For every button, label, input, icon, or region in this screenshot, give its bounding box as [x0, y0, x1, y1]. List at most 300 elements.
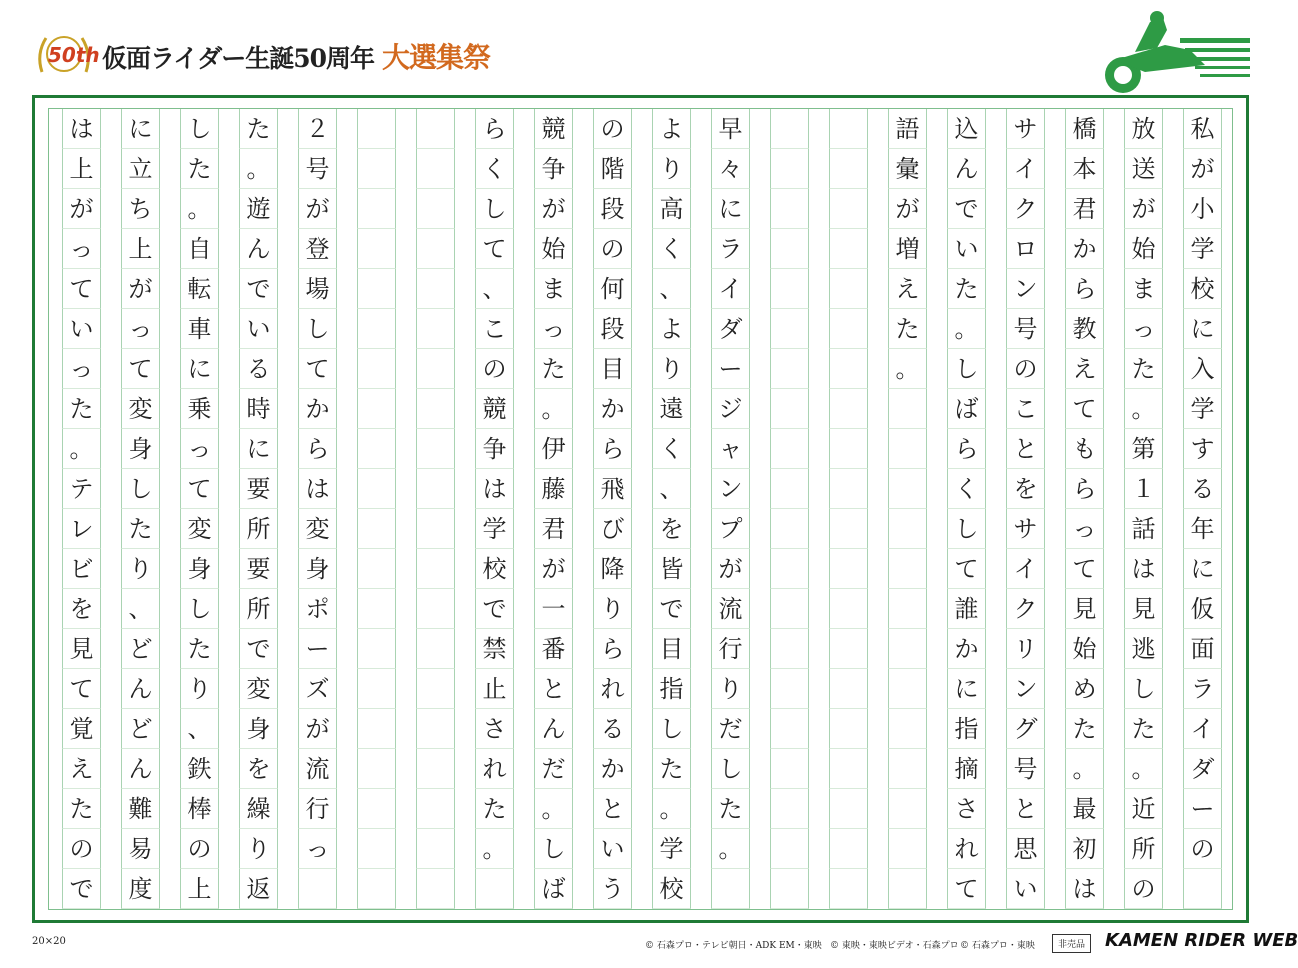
grid-cell: さ: [947, 789, 986, 829]
copyright-credit-2: © 東映・東映ビデオ・石森プロ: [830, 941, 959, 951]
grid-cell: [475, 869, 514, 909]
manuscript-column: [711, 109, 750, 909]
grid-cell: ロ: [1006, 229, 1045, 269]
grid-cell: れ: [475, 749, 514, 789]
grid-cell: 易: [121, 829, 160, 869]
grid-cell: し: [534, 829, 573, 869]
grid-cell: 身: [239, 709, 278, 749]
grid-cell: [1183, 869, 1222, 909]
grid-cell: 。: [180, 189, 219, 229]
grid-cell: の: [1124, 869, 1163, 909]
grid-cell: ど: [121, 709, 160, 749]
grid-cell: し: [652, 709, 691, 749]
grid-cell: 自: [180, 229, 219, 269]
grid-cell: ー: [711, 349, 750, 389]
grid-cell: 。: [1065, 749, 1104, 789]
grid-cell: が: [711, 549, 750, 589]
grid-cell: て: [947, 869, 986, 909]
grid-cell: 飛: [593, 469, 632, 509]
grid-cell: 逃: [1124, 629, 1163, 669]
grid-cell: ど: [121, 629, 160, 669]
grid-cell: て: [62, 669, 101, 709]
grid-cell: 棒: [180, 789, 219, 829]
copyright-credit-3: © 石森プロ・東映: [960, 941, 1035, 951]
grid-cell: 彙: [888, 149, 927, 189]
grid-cell: [829, 509, 868, 549]
grid-cell: た: [121, 509, 160, 549]
grid-cell: [357, 829, 396, 869]
grid-cell: た: [62, 389, 101, 429]
grid-cell: 目: [652, 629, 691, 669]
grid-cell: 第: [1124, 429, 1163, 469]
grid-cell: 指: [947, 709, 986, 749]
grid-cell: [357, 149, 396, 189]
grid-cell: ま: [534, 269, 573, 309]
grid-cell: 要: [239, 549, 278, 589]
grid-cell: 目: [593, 349, 632, 389]
grid-cell: ん: [121, 749, 160, 789]
grid-cell: が: [62, 189, 101, 229]
grid-cell: 号: [1006, 749, 1045, 789]
grid-cell: [829, 389, 868, 429]
grid-cell: 争: [534, 149, 573, 189]
grid-cell: [357, 349, 396, 389]
grid-cell: え: [888, 269, 927, 309]
grid-cell: の: [1183, 829, 1222, 869]
grid-cell: [829, 109, 868, 149]
grid-cell: [416, 749, 455, 789]
grid-cell: し: [711, 749, 750, 789]
grid-cell: よ: [652, 109, 691, 149]
grid-cell: 初: [1065, 829, 1104, 869]
grid-cell: の: [475, 349, 514, 389]
grid-cell: [888, 749, 927, 789]
grid-cell: い: [593, 829, 632, 869]
grid-cell: 思: [1006, 829, 1045, 869]
grid-cell: [357, 429, 396, 469]
manuscript-column: [1006, 109, 1045, 909]
grid-cell: [888, 789, 927, 829]
grid-cell: 放: [1124, 109, 1163, 149]
grid-cell: に: [1183, 309, 1222, 349]
grid-cell: も: [1065, 429, 1104, 469]
grid-cell: [770, 229, 809, 269]
grid-cell: ら: [593, 629, 632, 669]
grid-cell: ら: [947, 429, 986, 469]
grid-cell: 流: [711, 589, 750, 629]
grid-cell: を: [1006, 469, 1045, 509]
grid-cell: [770, 709, 809, 749]
grid-cell: [357, 469, 396, 509]
grid-cell: 禁: [475, 629, 514, 669]
grid-cell: 教: [1065, 309, 1104, 349]
anniversary-50th-emblem: [34, 24, 100, 84]
grid-cell: [829, 709, 868, 749]
grid-cell: ん: [121, 669, 160, 709]
grid-cell: っ: [298, 829, 337, 869]
grid-cell: 上: [180, 869, 219, 909]
grid-cell: ん: [947, 149, 986, 189]
grid-cell: 校: [1183, 269, 1222, 309]
grid-cell: 難: [121, 789, 160, 829]
grid-cell: 。: [475, 829, 514, 869]
grid-cell: っ: [62, 229, 101, 269]
grid-cell: 所: [239, 509, 278, 549]
grid-cell: く: [652, 429, 691, 469]
grid-cell: [829, 229, 868, 269]
grid-cell: か: [947, 629, 986, 669]
grid-cell: が: [888, 189, 927, 229]
grid-cell: 段: [593, 309, 632, 349]
grid-cell: イ: [711, 269, 750, 309]
manuscript-column: [1124, 109, 1163, 909]
grid-cell: り: [652, 349, 691, 389]
grid-cell: [416, 709, 455, 749]
grid-cell: ャ: [711, 429, 750, 469]
grid-cell: た: [1065, 709, 1104, 749]
grid-cell: 乗: [180, 389, 219, 429]
grid-cell: 。: [652, 789, 691, 829]
grid-cell: と: [1006, 789, 1045, 829]
grid-cell: 、: [652, 269, 691, 309]
grid-cell: る: [239, 349, 278, 389]
grid-cell: 階: [593, 149, 632, 189]
grid-cell: 私: [1183, 109, 1222, 149]
grid-cell: [888, 549, 927, 589]
grid-cell: [888, 509, 927, 549]
grid-cell: イ: [1006, 149, 1045, 189]
grid-cell: ら: [475, 109, 514, 149]
grid-cell: っ: [534, 309, 573, 349]
grid-cell: と: [534, 669, 573, 709]
grid-cell: 近: [1124, 789, 1163, 829]
grid-cell: 面: [1183, 629, 1222, 669]
manuscript-column: [121, 109, 160, 909]
grid-cell: [770, 589, 809, 629]
grid-cell: 。: [239, 149, 278, 189]
grid-cell: 覚: [62, 709, 101, 749]
grid-cell: 立: [121, 149, 160, 189]
grid-cell: [416, 429, 455, 469]
grid-cell: を: [652, 509, 691, 549]
grid-cell: [888, 709, 927, 749]
grid-cell: 段: [593, 189, 632, 229]
grid-cell: か: [298, 389, 337, 429]
grid-cell: [298, 869, 337, 909]
grid-cell: て: [475, 229, 514, 269]
grid-cell: か: [593, 389, 632, 429]
grid-cell: り: [652, 149, 691, 189]
grid-cell: [829, 189, 868, 229]
grid-cell: 登: [298, 229, 337, 269]
grid-cell: [357, 269, 396, 309]
grid-cell: [711, 869, 750, 909]
grid-cell: 身: [121, 429, 160, 469]
grid-cell: [416, 829, 455, 869]
grid-cell: プ: [711, 509, 750, 549]
grid-cell: テ: [62, 469, 101, 509]
grid-cell: っ: [121, 309, 160, 349]
grid-cell: り: [121, 549, 160, 589]
grid-cell: 々: [711, 149, 750, 189]
grid-cell: か: [593, 749, 632, 789]
grid-cell: は: [298, 469, 337, 509]
grid-cell: 橋: [1065, 109, 1104, 149]
grid-cell: で: [239, 269, 278, 309]
grid-cell: に: [711, 189, 750, 229]
grid-cell: た: [1124, 709, 1163, 749]
grid-cell: 見: [1065, 589, 1104, 629]
grid-cell: 早: [711, 109, 750, 149]
grid-cell: ン: [711, 469, 750, 509]
grid-cell: り: [711, 669, 750, 709]
grid-cell: が: [534, 189, 573, 229]
grid-cell: [416, 269, 455, 309]
grid-cell: 号: [1006, 309, 1045, 349]
grid-cell: [357, 309, 396, 349]
grid-cell: [770, 749, 809, 789]
grid-cell: [357, 109, 396, 149]
grid-cell: り: [180, 669, 219, 709]
grid-cell: ば: [947, 389, 986, 429]
grid-cell: [416, 229, 455, 269]
grid-cell: 号: [298, 149, 337, 189]
grid-cell: は: [1065, 869, 1104, 909]
grid-cell: [416, 789, 455, 829]
grid-cell: [357, 869, 396, 909]
grid-cell: 高: [652, 189, 691, 229]
grid-cell: [829, 149, 868, 189]
grid-cell: に: [180, 349, 219, 389]
grid-cell: い: [1006, 869, 1045, 909]
grid-cell: 繰: [239, 789, 278, 829]
grid-cell: 年: [1183, 509, 1222, 549]
grid-cell: 話: [1124, 509, 1163, 549]
grid-cell: り: [239, 829, 278, 869]
grid-cell: 学: [475, 509, 514, 549]
grid-cell: で: [62, 869, 101, 909]
grid-cell: [357, 669, 396, 709]
grid-cell: が: [1183, 149, 1222, 189]
grid-cell: [770, 789, 809, 829]
manuscript-sheet: [32, 95, 1249, 923]
grid-cell: [416, 309, 455, 349]
grid-cell: え: [62, 749, 101, 789]
grid-cell: 。: [1124, 749, 1163, 789]
grid-cell: ラ: [1183, 669, 1222, 709]
grid-cell: し: [947, 509, 986, 549]
grid-cell: [357, 589, 396, 629]
grid-cell: [357, 789, 396, 829]
grid-cell: 皆: [652, 549, 691, 589]
grid-cell: [416, 389, 455, 429]
grid-cell: た: [180, 149, 219, 189]
grid-cell: た: [534, 349, 573, 389]
grid-cell: 君: [534, 509, 573, 549]
grid-cell: び: [593, 509, 632, 549]
grid-cell: の: [180, 829, 219, 869]
grid-cell: [416, 349, 455, 389]
grid-cell: ン: [1006, 269, 1045, 309]
grid-cell: 増: [888, 229, 927, 269]
grid-cell: て: [62, 269, 101, 309]
title-accent: 大選集祭: [382, 41, 491, 74]
grid-cell: 学: [652, 829, 691, 869]
grid-cell: い: [947, 229, 986, 269]
manuscript-column: [888, 109, 927, 909]
grid-cell: ー: [298, 629, 337, 669]
grid-cell: ま: [1124, 269, 1163, 309]
grid-cell: こ: [475, 309, 514, 349]
grid-cell: た: [711, 789, 750, 829]
grid-cell: [829, 589, 868, 629]
manuscript-column: [947, 109, 986, 909]
grid-cell: し: [180, 109, 219, 149]
manuscript-column: [180, 109, 219, 909]
grid-cell: し: [298, 309, 337, 349]
grid-cell: で: [239, 629, 278, 669]
manuscript-column: [770, 109, 809, 909]
grid-cell: 遊: [239, 189, 278, 229]
grid-cell: た: [239, 109, 278, 149]
grid-cell: イ: [1006, 549, 1045, 589]
grid-cell: 。: [534, 389, 573, 429]
grid-cell: っ: [1065, 509, 1104, 549]
grid-cell: 要: [239, 469, 278, 509]
grid-cell: [888, 629, 927, 669]
grid-cell: た: [62, 789, 101, 829]
grid-cell: 何: [593, 269, 632, 309]
grid-cell: す: [1183, 429, 1222, 469]
grid-cell: [357, 749, 396, 789]
grid-cell: [829, 269, 868, 309]
grid-cell: [357, 389, 396, 429]
brand-name: KAMEN RIDER WEB: [1105, 930, 1298, 951]
grid-cell: に: [947, 669, 986, 709]
grid-cell: た: [652, 749, 691, 789]
grid-cell: サ: [1006, 509, 1045, 549]
grid-cell: ズ: [298, 669, 337, 709]
grid-cell: か: [1065, 229, 1104, 269]
page-title: [102, 36, 490, 76]
grid-cell: と: [593, 789, 632, 829]
grid-cell: [888, 869, 927, 909]
grid-cell: の: [593, 229, 632, 269]
grid-cell: グ: [1006, 709, 1045, 749]
grid-cell: 転: [180, 269, 219, 309]
manuscript-column: [357, 109, 396, 909]
grid-cell: 見: [62, 629, 101, 669]
grid-cell: 。: [534, 789, 573, 829]
grid-cell: た: [888, 309, 927, 349]
grid-cell: め: [1065, 669, 1104, 709]
grid-cell: 変: [180, 509, 219, 549]
grid-cell: の: [593, 109, 632, 149]
grid-cell: 始: [1065, 629, 1104, 669]
grid-cell: 送: [1124, 149, 1163, 189]
grid-cell: 摘: [947, 749, 986, 789]
manuscript-column: [239, 109, 278, 909]
grid-cell: [416, 549, 455, 589]
grid-cell: [770, 269, 809, 309]
grid-cell: 学: [1183, 229, 1222, 269]
grid-cell: 度: [121, 869, 160, 909]
grid-cell: [416, 109, 455, 149]
grid-cell: イ: [1183, 709, 1222, 749]
copyright-credit-1: © 石森プロ・テレビ朝日・ADK EM・東映: [645, 941, 822, 951]
manuscript-column: [298, 109, 337, 909]
grid-cell: ら: [1065, 269, 1104, 309]
grid-cell: [770, 149, 809, 189]
grid-cell: [770, 829, 809, 869]
grid-cell: [829, 309, 868, 349]
grid-cell: ダ: [711, 309, 750, 349]
grid-cell: く: [475, 149, 514, 189]
grid-cell: ジ: [711, 389, 750, 429]
grid-cell: 変: [239, 669, 278, 709]
grid-cell: て: [1065, 389, 1104, 429]
grid-cell: は: [62, 109, 101, 149]
grid-cell: サ: [1006, 109, 1045, 149]
grid-cell: レ: [62, 509, 101, 549]
grid-cell: で: [652, 589, 691, 629]
grid-cell: 返: [239, 869, 278, 909]
grid-cell: ー: [1183, 789, 1222, 829]
grid-cell: 降: [593, 549, 632, 589]
grid-cell: の: [62, 829, 101, 869]
grid-cell: に: [239, 429, 278, 469]
grid-cell: [770, 429, 809, 469]
grid-cell: 時: [239, 389, 278, 429]
manuscript-column: [62, 109, 101, 909]
grid-cell: 車: [180, 309, 219, 349]
grid-cell: 指: [652, 669, 691, 709]
grid-cell: れ: [947, 829, 986, 869]
grid-cell: 一: [534, 589, 573, 629]
grid-cell: う: [593, 869, 632, 909]
grid-cell: で: [475, 589, 514, 629]
grid-cell: 学: [1183, 389, 1222, 429]
grid-cell: 君: [1065, 189, 1104, 229]
grid-cell: 校: [652, 869, 691, 909]
grid-cell: く: [652, 229, 691, 269]
grid-cell: [770, 109, 809, 149]
manuscript-column: [534, 109, 573, 909]
page-header: [0, 0, 1280, 90]
grid-cell: [888, 429, 927, 469]
grid-cell: 。: [1124, 389, 1163, 429]
grid-cell: れ: [593, 669, 632, 709]
grid-cell: が: [298, 189, 337, 229]
grid-cell: が: [121, 269, 160, 309]
grid-cell: 始: [1124, 229, 1163, 269]
badge-text: 50th: [48, 43, 100, 67]
grid-cell: [829, 789, 868, 829]
grid-cell: っ: [180, 429, 219, 469]
grid-cell: ん: [239, 229, 278, 269]
grid-cell: て: [298, 349, 337, 389]
grid-cell: [357, 509, 396, 549]
grid-cell: て: [121, 349, 160, 389]
grid-cell: だ: [534, 749, 573, 789]
grid-cell: は: [475, 469, 514, 509]
grid-cell: て: [1065, 549, 1104, 589]
grid-cell: 変: [298, 509, 337, 549]
grid-cell: 始: [534, 229, 573, 269]
grid-cell: が: [534, 549, 573, 589]
grid-cell: を: [239, 749, 278, 789]
grid-cell: 上: [62, 149, 101, 189]
